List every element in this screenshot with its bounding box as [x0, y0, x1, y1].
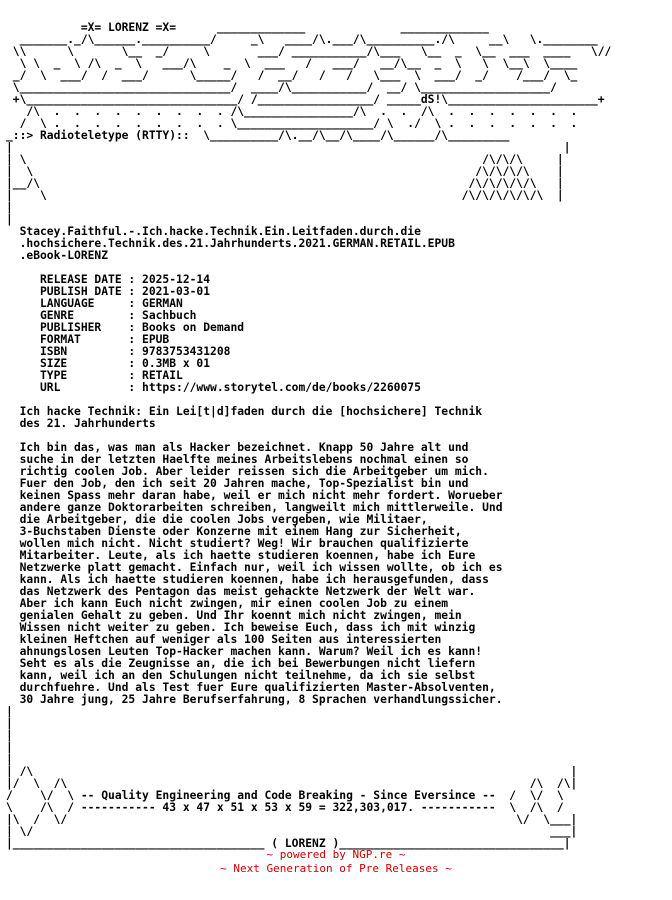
nfo-line: |: [6, 201, 13, 214]
nfo-line: _______._/\______.__________/ _\ ____/\.___/\__________./\ __\ \.________: [6, 33, 598, 46]
description-line: 3-Buchstaben Dienste oder Konzerne mit einem Hang zur Sicherheit,: [6, 525, 462, 538]
nfo-text: [6, 10, 611, 850]
nfo-line: |: [6, 729, 13, 742]
nfo-line: | \ /\/\/\ |: [6, 153, 564, 166]
description-line: das Netzwerk des Pentagon das meist gehackte Netzwerk der Welt war.: [6, 585, 476, 598]
publish-date: PUBLISH DATE : 2021-03-01: [6, 285, 211, 298]
genre: GENRE : Sachbuch: [6, 309, 197, 322]
nfo-line: |: [6, 741, 13, 754]
description-line: Fuer den Job, den ich seit 20 Jahren mache, Top-Spezialist bin und: [6, 477, 469, 490]
nfo-line: /\ . . . . . . . . . /\________________/\ . . /\ . . . . . . .: [6, 105, 578, 118]
release-name: .eBook-LORENZ: [6, 249, 109, 262]
nfo-line: \ \ _ \ /\ _ \ ___/\ _ \ ___ / ___/ __/\__ _ \ \ \__\ \____: [6, 57, 585, 70]
description-line: wollen mich nicht. Nicht studiert? Weg! Wir brauchen qualifizierte: [6, 537, 469, 550]
release-date: RELEASE DATE : 2025-12-14: [6, 273, 211, 286]
book-title: des 21. Jahrhunderts: [6, 417, 156, 430]
url: URL : https://www.storytel.com/de/books/2260075: [6, 381, 421, 394]
release-name: .hochsichere.Technik.des.21.Jahrhunderts.2021.GERMAN.RETAIL.EPUB: [6, 237, 455, 250]
bottom-border: |_____________________________________ ( LORENZ )_________________________________|: [6, 837, 571, 850]
description-line: Ich bin das, was man als Hacker bezeichnet. Knapp 50 Jahre alt und: [6, 441, 469, 454]
description-line: 30 Jahre jung, 25 Jahre Berufserfahrung, 8 Sprachen verhandlungssicher.: [6, 693, 503, 706]
nfo-line: _/ \ ___/ / ___/ \_____/ / __/ / / \___ \ ___/ _/ /___/ \_: [6, 69, 578, 82]
nfo-line: |: [6, 705, 13, 718]
description-line: richtig coolen Job. Aber leider reissen sich die Arbeitgeber um mich.: [6, 465, 489, 478]
nfo-line: \_______________________________/ ____/\___________/ __/ \___________________/: [6, 81, 557, 94]
description-line: Mitarbeiter. Leute, als ich haette studieren koennen, habe ich Eure: [6, 549, 476, 562]
nfo-line: |: [6, 753, 13, 766]
description-line: genialen Gehalt zu geben. Und Ihr koennt mich nicht zwingen, mein: [6, 609, 462, 622]
publisher: PUBLISHER : Books on Demand: [6, 321, 245, 334]
description-line: Wissen nicht weiter zu geben. Ich beweise Euch, dass ich mit winzig: [6, 621, 476, 634]
release-name: Stacey.Faithful.-.Ich.hacke.Technik.Ein.Leitfaden.durch.die: [6, 225, 421, 238]
description-line: Aber ich kann Euch nicht zwingen, mir einen coolen Job zu einem: [6, 597, 449, 610]
description-line: keinen Spass mehr daran habe, weil er mich nicht mehr fordert. Worueber: [6, 489, 503, 502]
description-line: andere ganze Doktorarbeiten schreiben, langweilt mich mittlerweile. Und: [6, 501, 503, 514]
isbn: ISBN : 9783753431208: [6, 345, 231, 358]
tagline: / \/ \ -- Quality Engineering and Code Breaking - Since Eversince -- / \/ \: [6, 789, 564, 802]
nfo-line: | /\ |: [6, 765, 578, 778]
nfo-line: |/ \ /\ /\ /\|: [6, 777, 578, 790]
nfo-line: |: [6, 213, 13, 226]
description-line: kleinen Heftchen auf weniger als 100 Seiten aus interessierten: [6, 633, 442, 646]
prime-product: \ /\ / ----------- 43 x 47 x 51 x 53 x 59 = 322,303,017. ----------- \ /\ /: [6, 801, 564, 814]
description-line: die Arbeitgeber, die die coolen Jobs vergeben, wie Militaer,: [6, 513, 428, 526]
nfo-line: |__/\ /\/\/\/\/\ |: [6, 177, 564, 190]
description-line: suche in der letzten Haelfte meines Arbeitslebens nochmal einen so: [6, 453, 469, 466]
nfo-line: / \ . . . . . . . . . \____________________/ \ ./ \ . . . . . . .: [6, 117, 578, 130]
powered-by: ~ powered by NGP.re ~: [266, 848, 406, 861]
description-line: Netzwerke platt gemacht. Einfach nur, weil ich wissen wollte, ob ich es: [6, 561, 503, 574]
nfo-line: | \/ ___|: [6, 825, 578, 838]
nfo-line: |\ / \/ \/ \___|: [6, 813, 578, 826]
language: LANGUAGE : GERMAN: [6, 297, 183, 310]
section-header: _::> Radioteletype (RTTY):: \__________/\.__/\__/\____/\______/\_________: [6, 129, 510, 142]
description-line: Seht es als die Zeugnisse an, die ich bei Bewerbungen nicht liefern: [6, 657, 476, 670]
nfo-line: +\_______________________________/ /_________________/ _____dS!\______________________+: [6, 93, 605, 106]
size: SIZE : 0.3MB x 01: [6, 357, 211, 370]
next-generation: ~ Next Generation of Pre Releases ~: [220, 862, 452, 875]
nfo-line: \\ \ \__ _/ \ ___/ ___________/\___ \__ _ \__ ___ ____ \//: [6, 45, 612, 58]
book-title: Ich hacke Technik: Ein Lei[t|d]faden durch die [hochsichere] Technik: [6, 405, 483, 418]
nfo-line: | |: [6, 141, 571, 154]
description-line: kann. Als ich haette studieren koennen, habe ich herausgefunden, dass: [6, 573, 489, 586]
type: TYPE : RETAIL: [6, 369, 183, 382]
description-line: ahnungslosen Leuten Top-Hacker machen kann. Warum? Weil ich es kann!: [6, 645, 483, 658]
nfo-line: =X= LORENZ =X= _____________ _____________: [6, 21, 489, 34]
nfo-line: | \ /\/\/\/\ |: [6, 165, 564, 178]
description-line: durchfuehre. Und als Test fuer Eure qualifizierten Master-Absolventen,: [6, 681, 496, 694]
nfo-line: | \ /\/\/\/\/\/\ |: [6, 189, 564, 202]
format: FORMAT : EPUB: [6, 333, 170, 346]
description-line: kann, weil ich an den Schulungen nicht teilnehme, da ich sie selbst: [6, 669, 476, 682]
nfo-line: |: [6, 717, 13, 730]
